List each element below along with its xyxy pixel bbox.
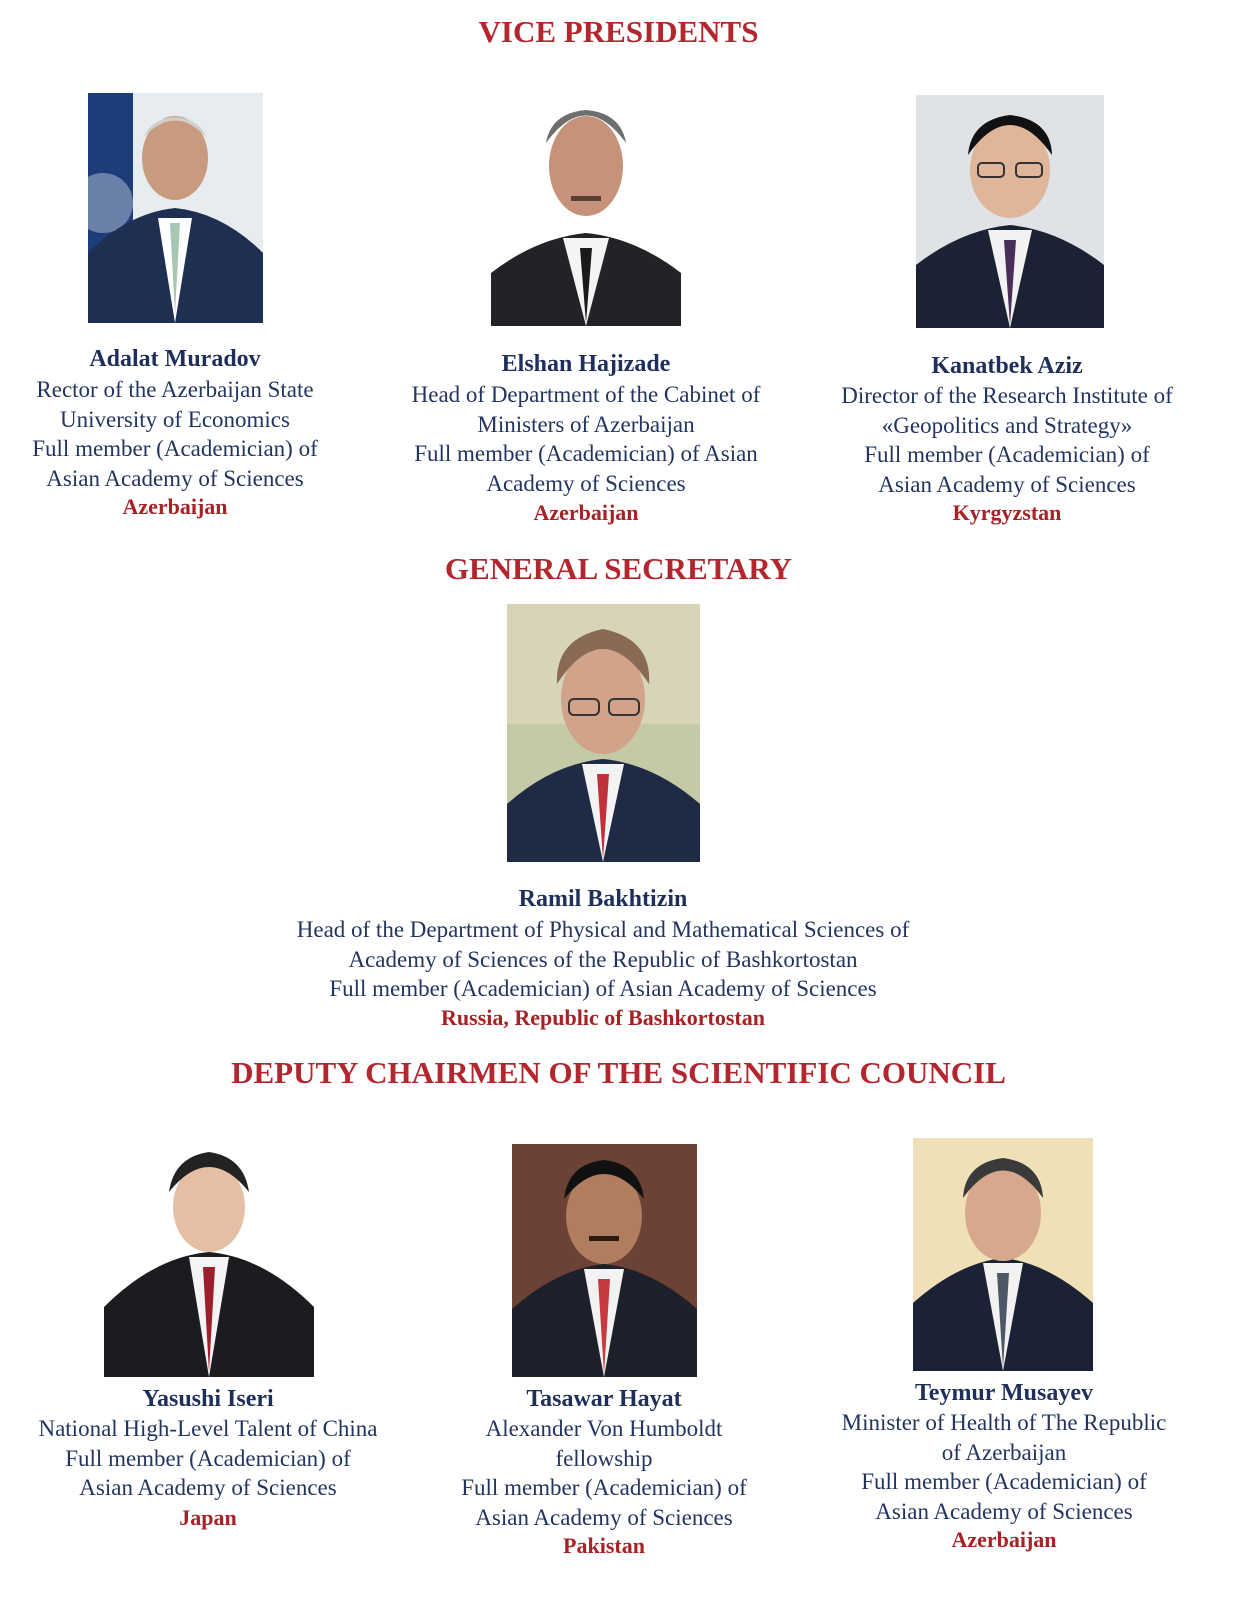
- section-heading-vice-presidents: VICE PRESIDENTS: [478, 14, 759, 49]
- portrait-photo-adalat-muradov: [88, 93, 263, 323]
- role-line: Full member (Academician) of Asian: [414, 441, 758, 466]
- person-country-teymur-musayev: Azerbaijan: [951, 1527, 1057, 1552]
- section-heading-deputy-chairmen: DEPUTY CHAIRMEN OF THE SCIENTIFIC COUNCIL: [231, 1055, 1006, 1090]
- person-name-ramil-bakhtizin: Ramil Bakhtizin: [518, 886, 688, 912]
- role-line: National High-Level Talent of China: [38, 1416, 378, 1441]
- person-name-teymur-musayev: Teymur Musayev: [914, 1380, 1093, 1406]
- role-line: Academy of Sciences: [486, 470, 686, 496]
- person-name-tasawar-hayat: Tasawar Hayat: [526, 1386, 682, 1412]
- role-line: Full member (Academician) of: [461, 1475, 747, 1500]
- person-country-kanatbek-aziz: Kyrgyzstan: [952, 500, 1062, 525]
- role-line: Asian Academy of Sciences: [875, 1498, 1133, 1524]
- person-role-yasushi-iseri: [0, 1414, 416, 1503]
- role-line: Asian Academy of Sciences: [79, 1475, 337, 1500]
- role-line: Full member (Academician) of Asian Academy of Sciences: [329, 976, 877, 1001]
- person-name-elshan-hajizade: Elshan Hajizade: [501, 351, 671, 377]
- portrait-photo-kanatbek-aziz: [916, 95, 1104, 328]
- person-country-elshan-hajizade: Azerbaijan: [533, 500, 639, 525]
- person-country-yasushi-iseri: Japan: [179, 1505, 237, 1530]
- portrait-photo-teymur-musayev: [913, 1138, 1093, 1371]
- person-country-adalat-muradov: Azerbaijan: [122, 494, 228, 519]
- role-line: Asian Academy of Sciences: [46, 465, 304, 491]
- role-line: Alexander Von Humboldt: [485, 1416, 723, 1441]
- role-line: Full member (Academician) of: [32, 436, 318, 461]
- role-line: Minister of Health of The Republic: [841, 1410, 1167, 1435]
- role-line: Rector of the Azerbaijan State: [36, 377, 314, 402]
- role-line: Full member (Academician) of: [864, 442, 1150, 467]
- person-role-elshan-hajizade: [376, 380, 796, 498]
- role-line: of Azerbaijan: [941, 1439, 1067, 1465]
- role-line: Full member (Academician) of: [861, 1469, 1147, 1494]
- person-country-ramil-bakhtizin: Russia, Republic of Bashkortostan: [441, 1005, 765, 1030]
- role-line: Head of the Department of Physical and Mathematical Sciences of: [296, 917, 910, 942]
- person-role-tasawar-hayat: [404, 1414, 804, 1532]
- role-line: University of Economics: [60, 406, 290, 432]
- person-name-yasushi-iseri: Yasushi Iseri: [142, 1386, 274, 1412]
- role-line: Director of the Research Institute of: [841, 383, 1173, 408]
- person-role-ramil-bakhtizin: [218, 915, 988, 1004]
- role-line: Ministers of Azerbaijan: [477, 411, 695, 437]
- section-heading-general-secretary: GENERAL SECRETARY: [444, 551, 793, 586]
- portrait-photo-yasushi-iseri: [104, 1147, 314, 1377]
- role-line: Asian Academy of Sciences: [878, 471, 1136, 497]
- role-line: fellowship: [555, 1445, 653, 1471]
- portrait-photo-tasawar-hayat: [512, 1144, 697, 1377]
- portrait-photo-elshan-hajizade: [491, 88, 681, 326]
- person-name-adalat-muradov: Adalat Muradov: [89, 346, 261, 372]
- role-line: Asian Academy of Sciences: [475, 1504, 733, 1530]
- person-country-tasawar-hayat: Pakistan: [563, 1533, 645, 1558]
- person-role-adalat-muradov: [0, 375, 350, 493]
- role-line: Full member (Academician) of: [65, 1445, 351, 1471]
- person-role-kanatbek-aziz: [807, 381, 1207, 499]
- portrait-photo-ramil-bakhtizin: [507, 604, 700, 862]
- role-line: Head of Department of the Cabinet of: [411, 382, 761, 407]
- role-line: Academy of Sciences of the Republic of Bashkortostan: [348, 946, 858, 972]
- role-line: «Geopolitics and Strategy»: [881, 412, 1133, 438]
- person-role-teymur-musayev: [804, 1408, 1204, 1526]
- person-name-kanatbek-aziz: Kanatbek Aziz: [931, 353, 1083, 379]
